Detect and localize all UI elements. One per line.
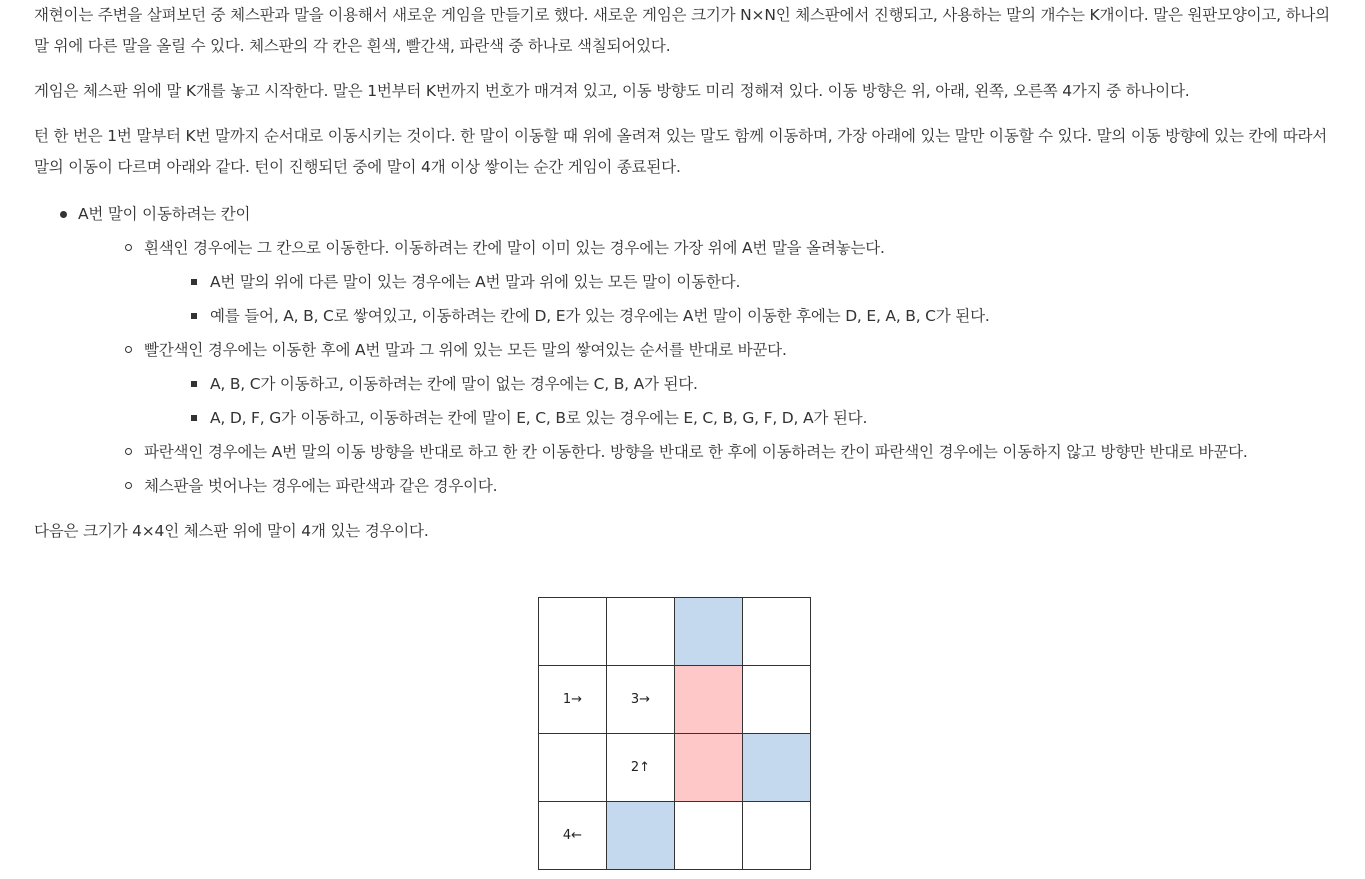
- rule-red-sub-2-text: A, D, F, G가 이동하고, 이동하려는 칸에 말이 E, C, B로 있는 경우에는 E, C, B, G, F, D, A가 된다.: [210, 409, 868, 427]
- rule-root: [56, 197, 1330, 503]
- start-paragraph: 게임은 체스판 위에 말 K개를 놓고 시작한다. 말은 1번부터 K번까지 번호가 매겨져 있고, 이동 방향도 미리 정해져 있다. 이동 방향은 위, 아래, 왼쪽, 오른쪽 4가지 중 하나이다.: [34, 82, 1190, 100]
- rule-outside-text: 체스판을 벗어나는 경우에는 파란색과 같은 경우이다.: [144, 477, 498, 495]
- bullet-disc: [60, 211, 67, 218]
- rule-white-sub-2-text: 예를 들어, A, B, C로 쌓여있고, 이동하려는 칸에 D, E가 있는 경우에는 A번 말이 이동한 후에는 D, E, A, B, C가 된다.: [210, 307, 990, 325]
- board-cell-white: [539, 734, 607, 802]
- board-cell-white: 4←: [539, 802, 607, 870]
- bullet-circle: [125, 448, 132, 455]
- bullet-circle: [125, 346, 132, 353]
- board-row: [539, 598, 811, 666]
- rule-red-sub-2: [188, 401, 1330, 435]
- board-cell-white: [743, 598, 811, 666]
- rule-outside: [122, 469, 1330, 503]
- rule-white-sublist: [188, 265, 1330, 333]
- rule-red-text: 빨간색인 경우에는 이동한 후에 A번 말과 그 위에 있는 모든 말의 쌓여있는 순서를 반대로 바꾼다.: [144, 341, 787, 359]
- bullet-circle: [125, 482, 132, 489]
- rule-red: [122, 333, 1330, 435]
- rule-white-sub-2: [188, 299, 1330, 333]
- rule-root-text: A번 말이 이동하려는 칸이: [78, 205, 251, 223]
- rule-blue: [122, 435, 1330, 469]
- board-cell-white: [539, 598, 607, 666]
- bullet-square: [191, 279, 197, 285]
- problem-content: [34, 0, 1330, 547]
- rule-white-text: 흰색인 경우에는 그 칸으로 이동한다. 이동하려는 칸에 말이 이미 있는 경우에는 가장 위에 A번 말을 올려놓는다.: [144, 239, 885, 257]
- rule-red-sub-1-text: A, B, C가 이동하고, 이동하려는 칸에 말이 없는 경우에는 C, B, A가 된다.: [210, 375, 698, 393]
- rule-cases-list: [122, 231, 1330, 503]
- intro-paragraph: 재현이는 주변을 살펴보던 중 체스판과 말을 이용해서 새로운 게임을 만들기로 했다. 새로운 게임은 크기가 N×N인 체스판에서 진행되고, 사용하는 말의 개수는 K개이다. 말은 원판모양이고, 하나의 말 위에 다른 말을 올릴 수 있다. 체스판의 각 칸은 흰색, 빨간색, 파란색 중 하나로 색칠되어있다.: [34, 6, 1330, 55]
- turn-paragraph: 턴 한 번은 1번 말부터 K번 말까지 순서대로 이동시키는 것이다. 한 말이 이동할 때 위에 올려져 있는 말도 함께 이동하며, 가장 아래에 있는 말만 이동할 수 있다. 말의 이동 방향에 있는 칸에 따라서 말의 이동이 다르며 아래와 같다. 턴이 진행되던 중에 말이 4개 이상 쌓이는 순간 게임이 종료된다.: [34, 127, 1328, 176]
- rule-white: [122, 231, 1330, 333]
- bullet-square: [191, 415, 197, 421]
- rule-red-sublist: [188, 367, 1330, 435]
- example-chessboard: [538, 597, 811, 870]
- bullet-square: [191, 313, 197, 319]
- board-cell-white: [675, 802, 743, 870]
- example-paragraph: 다음은 크기가 4×4인 체스판 위에 말이 4개 있는 경우이다.: [34, 522, 429, 540]
- board-cell-white: [743, 666, 811, 734]
- board-cell-white: 3→: [607, 666, 675, 734]
- board-cell-blue: [743, 734, 811, 802]
- bullet-square: [191, 381, 197, 387]
- board-cell-white: [607, 598, 675, 666]
- board-cell-blue: [607, 802, 675, 870]
- board-row: [539, 666, 811, 734]
- board-cell-white: [743, 802, 811, 870]
- board-row: [539, 802, 811, 870]
- bullet-circle: [125, 244, 132, 251]
- board-cell-red: [675, 734, 743, 802]
- board-cell-red: [675, 666, 743, 734]
- rules-list: [56, 197, 1330, 503]
- rule-blue-text: 파란색인 경우에는 A번 말의 이동 방향을 반대로 하고 한 칸 이동한다. 방향을 반대로 한 후에 이동하려는 칸이 파란색인 경우에는 이동하지 않고 방향만 반대로 바꾼다.: [144, 443, 1248, 461]
- board-cell-blue: [675, 598, 743, 666]
- rule-white-sub-1-text: A번 말의 위에 다른 말이 있는 경우에는 A번 말과 위에 있는 모든 말이 이동한다.: [210, 273, 741, 291]
- board-cell-white: 2↑: [607, 734, 675, 802]
- rule-red-sub-1: [188, 367, 1330, 401]
- board-cell-white: 1→: [539, 666, 607, 734]
- rule-white-sub-1: [188, 265, 1330, 299]
- board-row: [539, 734, 811, 802]
